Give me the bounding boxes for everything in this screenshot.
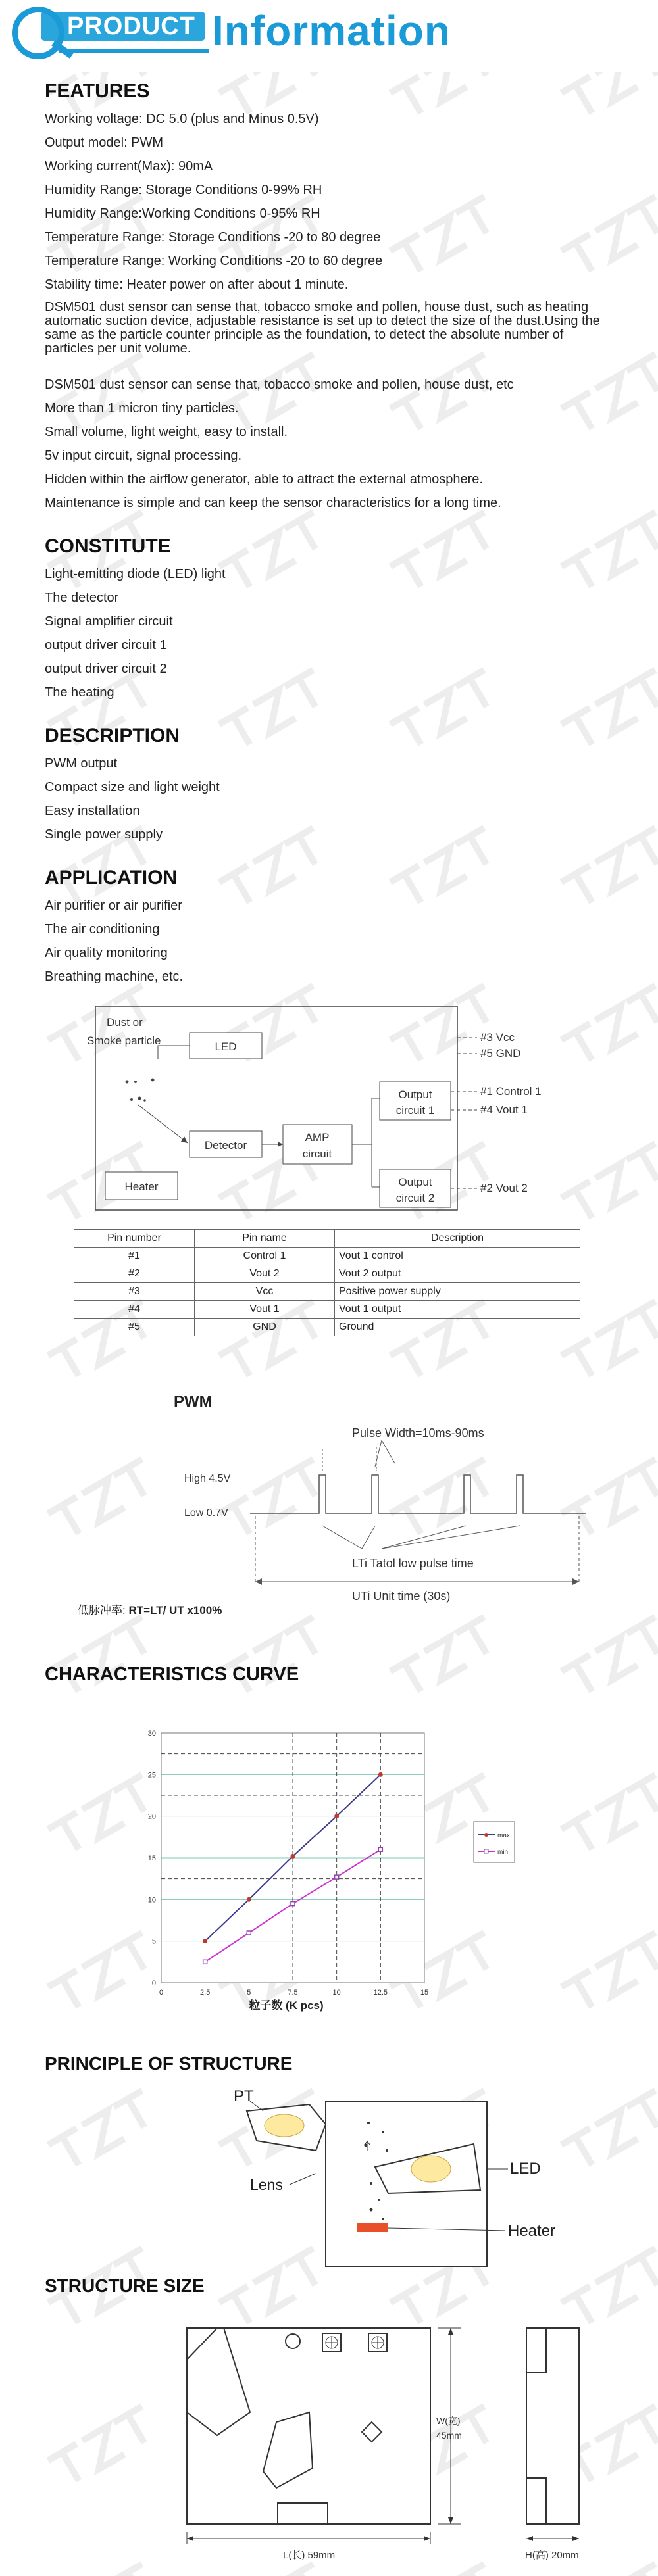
application-line: Air purifier or air purifier xyxy=(45,898,182,913)
legend-label-min: min xyxy=(497,1849,509,1856)
table-row xyxy=(74,1319,580,1336)
constitute-line: The heating xyxy=(45,685,114,700)
width-value: 45mm xyxy=(436,2430,462,2441)
low-label: Low 0.7V xyxy=(184,1507,228,1519)
led-label: LED xyxy=(215,1040,237,1053)
pin-description: Ground xyxy=(335,1319,580,1336)
feature-line: Stability time: Heater power on after about 1 minute. xyxy=(45,278,349,292)
low-time-pointers xyxy=(322,1526,520,1549)
characteristics-title: CHARACTERISTICS CURVE xyxy=(45,1664,299,1685)
data-point-min xyxy=(203,1960,207,1964)
high-label: High 4.5V xyxy=(184,1473,231,1484)
y-tick-label: 0 xyxy=(151,1980,156,1987)
constitute-line: Light-emitting diode (LED) light xyxy=(45,567,226,581)
table-header-row xyxy=(74,1230,580,1248)
feature-line: 5v input circuit, signal processing. xyxy=(45,449,242,463)
pin-name: Vout 1 xyxy=(195,1301,335,1319)
pwm-title: PWM xyxy=(174,1393,213,1411)
ratio-formula: RT=LT/ UT x100% xyxy=(128,1604,222,1616)
heater-label: Heater xyxy=(508,2222,556,2240)
pin-name: Vcc xyxy=(195,1283,335,1301)
col-header: Pin name xyxy=(195,1230,335,1248)
amp-label-2: circuit xyxy=(302,1148,332,1160)
x-tick-label: 10 xyxy=(332,1989,341,1997)
application-line: Air quality monitoring xyxy=(45,946,168,960)
y-tick-label: 5 xyxy=(151,1937,156,1946)
principle-title: PRINCIPLE OF STRUCTURE xyxy=(45,2053,293,2074)
y-tick-label: 25 xyxy=(147,1771,156,1780)
feature-line: DSM501 dust sensor can sense that, tobacco smoke and pollen, house dust, etc xyxy=(45,377,514,392)
constitute-line: The detector xyxy=(45,591,119,605)
dust-label: Dust or xyxy=(107,1016,143,1029)
features-title: FEATURES xyxy=(45,80,150,102)
feature-line: Temperature Range: Working Conditions -20 to 60 degree xyxy=(45,254,383,268)
ratio-label-cn: 低脉冲率: xyxy=(78,1604,126,1616)
pin-label: #2 Vout 2 xyxy=(480,1182,528,1194)
unit-time-guides xyxy=(255,1516,579,1582)
structure-title: STRUCTURE SIZE xyxy=(45,2275,205,2296)
side-outline xyxy=(526,2328,579,2524)
x-tick-label: 7.5 xyxy=(288,1989,298,1997)
pin-description: Vout 1 output xyxy=(335,1301,580,1319)
feature-line: Output model: PWM xyxy=(45,135,164,150)
feature-line: Working current(Max): 90mA xyxy=(45,159,213,174)
application-line: The air conditioning xyxy=(45,922,160,936)
pulse-width-pointer xyxy=(375,1440,395,1467)
pin-description: Positive power supply xyxy=(335,1283,580,1301)
pin-name: Vout 2 xyxy=(195,1265,335,1283)
led-icon xyxy=(411,2156,451,2182)
data-point-min xyxy=(247,1931,251,1935)
detector-label: Detector xyxy=(204,1139,247,1152)
legend-box xyxy=(474,1822,515,1862)
lt-label: LTi Tatol low pulse time xyxy=(352,1557,474,1570)
pin-number: #2 xyxy=(74,1265,195,1283)
lens-label: Lens xyxy=(250,2176,283,2193)
y-tick-label: 10 xyxy=(147,1896,156,1905)
magnifier-icon xyxy=(12,7,64,59)
application-title: APPLICATION xyxy=(45,867,178,888)
information-title: Information xyxy=(212,7,451,55)
feature-line: Temperature Range: Storage Conditions -20 to 80 degree xyxy=(45,230,381,245)
header-underline xyxy=(59,49,209,53)
feature-line: More than 1 micron tiny particles. xyxy=(45,401,239,416)
detector-arrow xyxy=(138,1105,188,1143)
pt-icon xyxy=(265,2114,304,2137)
data-point-min xyxy=(378,1847,382,1851)
block-diagram xyxy=(72,1000,599,1217)
pin-table xyxy=(74,1229,580,1336)
data-point-max xyxy=(378,1772,383,1777)
pin-label: #3 Vcc xyxy=(480,1031,515,1044)
constitute-line: Signal amplifier circuit xyxy=(45,614,173,629)
application-line: Breathing machine, etc. xyxy=(45,969,184,984)
data-point-min xyxy=(291,1902,295,1906)
pin-name: Control 1 xyxy=(195,1248,335,1265)
length-label: L(长) 59mm xyxy=(283,2550,336,2561)
feature-line: Humidity Range: Storage Conditions 0-99% RH xyxy=(45,183,322,197)
amp-label: AMP xyxy=(305,1131,330,1144)
data-point-max xyxy=(203,1939,207,1943)
table-row xyxy=(74,1265,580,1283)
legend-marker-max xyxy=(484,1833,488,1837)
led-connector xyxy=(158,1046,190,1059)
pulse-waveform xyxy=(250,1475,586,1513)
pwm-diagram xyxy=(72,1384,599,1621)
col-header: Pin number xyxy=(74,1230,195,1248)
data-point-min xyxy=(335,1875,339,1879)
pin-number: #5 xyxy=(74,1319,195,1336)
x-axis-label: 粒子数 (K pcs) xyxy=(249,1999,324,2012)
particle-dots xyxy=(126,1079,155,1102)
pulse-width-label: Pulse Width=10ms-90ms xyxy=(352,1426,484,1440)
pin-description: Vout 1 control xyxy=(335,1248,580,1265)
constitute-line: output driver circuit 1 xyxy=(45,638,167,652)
x-tick-label: 5 xyxy=(247,1989,251,1997)
x-tick-label: 2.5 xyxy=(200,1989,211,1997)
page-header xyxy=(0,0,658,72)
y-tick-label: 20 xyxy=(147,1812,156,1821)
out2-label-2: circuit 2 xyxy=(395,1192,435,1204)
table-row xyxy=(74,1301,580,1319)
width-label: W(宽) xyxy=(436,2416,461,2426)
legend-marker-min xyxy=(484,1849,488,1853)
data-point-max xyxy=(291,1854,295,1859)
data-point-max xyxy=(247,1897,251,1902)
feature-line: Small volume, light weight, easy to install. xyxy=(45,425,288,439)
description-line: PWM output xyxy=(45,756,118,771)
amp-splitter xyxy=(352,1098,380,1187)
table-row xyxy=(74,1248,580,1265)
description-line: Compact size and light weight xyxy=(45,780,220,794)
legend-label-max: max xyxy=(497,1832,510,1839)
x-tick-label: 15 xyxy=(420,1989,429,1997)
pin-number: #3 xyxy=(74,1283,195,1301)
pin-description: Vout 2 output xyxy=(335,1265,580,1283)
y-tick-label: 30 xyxy=(147,1730,156,1738)
structure-size-diagram xyxy=(178,2314,612,2576)
sensor-outline xyxy=(187,2328,430,2524)
height-label: H(高) 20mm xyxy=(525,2550,579,2561)
constitute-title: CONSTITUTE xyxy=(45,535,171,557)
description-line: Single power supply xyxy=(45,827,163,842)
pin-label: #1 Control 1 xyxy=(480,1085,542,1098)
description-title: DESCRIPTION xyxy=(45,725,180,746)
pin-number: #1 xyxy=(74,1248,195,1265)
heater-element xyxy=(357,2223,388,2232)
x-tick-label: 12.5 xyxy=(373,1989,388,1997)
led-label: LED xyxy=(510,2160,541,2177)
feature-paragraph: DSM501 dust sensor can sense that, tobacco smoke and pollen, house dust, such as heating automatic suction device, adjustable resistance is set up to detect the size of the dust.Using the same as the particle counter principle as the foundation, to detect the absolute number of particles per unit volume. xyxy=(45,300,600,356)
out1-label: Output xyxy=(398,1088,432,1101)
product-banner: PRODUCT xyxy=(41,12,205,41)
col-header: Description xyxy=(335,1230,580,1248)
description-line: Easy installation xyxy=(45,804,140,818)
pin-label: #5 GND xyxy=(480,1047,521,1059)
characteristics-chart xyxy=(132,1723,540,2032)
pin-number: #4 xyxy=(74,1301,195,1319)
table-row xyxy=(74,1283,580,1301)
feature-line: Humidity Range:Working Conditions 0-95% RH xyxy=(45,207,320,221)
ut-label: UTi Unit time (30s) xyxy=(352,1590,451,1603)
principle-diagram xyxy=(211,2085,579,2285)
constitute-line: output driver circuit 2 xyxy=(45,662,167,676)
y-tick-label: 15 xyxy=(147,1855,156,1862)
pt-label: PT xyxy=(234,2087,254,2105)
x-tick-label: 0 xyxy=(159,1989,164,1997)
pulse-width-guides xyxy=(322,1447,376,1471)
feature-line: Working voltage: DC 5.0 (plus and Minus 0.5V) xyxy=(45,112,319,126)
dust-label-2: Smoke particle xyxy=(87,1034,161,1047)
low-pulse-ratio xyxy=(78,1601,222,1617)
pin-leads xyxy=(451,1038,477,1188)
feature-line: Hidden within the airflow generator, able to attract the external atmosphere. xyxy=(45,472,483,487)
pin-label: #4 Vout 1 xyxy=(480,1104,528,1116)
feature-line: Maintenance is simple and can keep the sensor characteristics for a long time. xyxy=(45,496,501,510)
pin-name: GND xyxy=(195,1319,335,1336)
out2-label: Output xyxy=(398,1176,432,1188)
out1-label-2: circuit 1 xyxy=(395,1104,435,1117)
data-point-max xyxy=(334,1814,339,1818)
heater-label: Heater xyxy=(124,1180,159,1193)
